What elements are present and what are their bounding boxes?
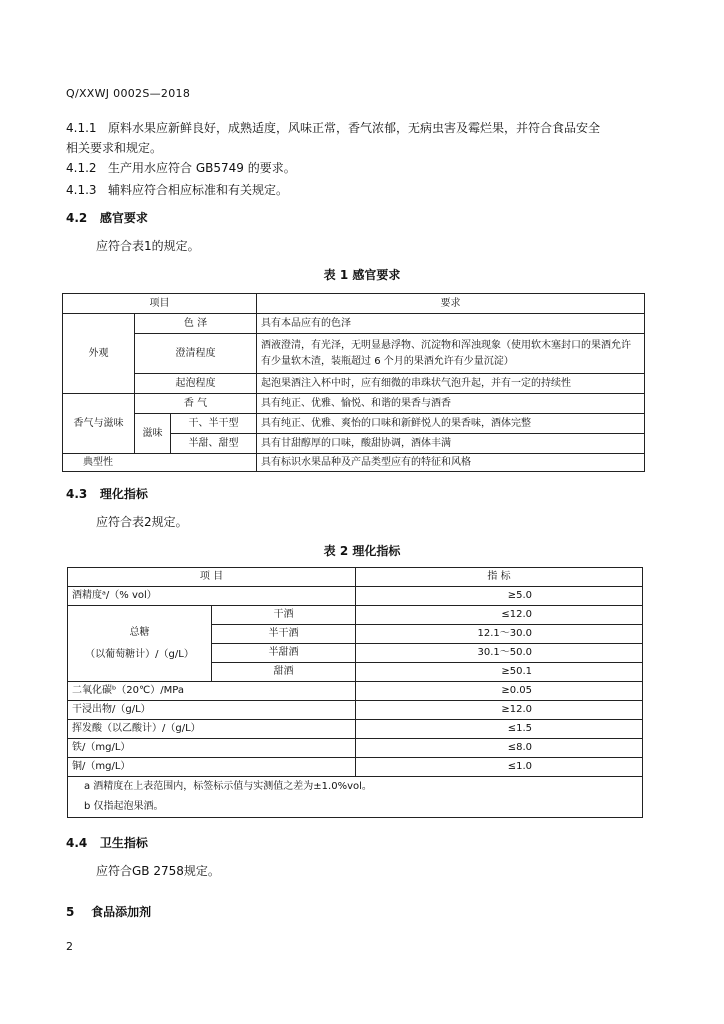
section-title: 卫生指标 (99, 836, 148, 850)
clause-number: 4.1.1 (66, 121, 97, 135)
section-4-3-text: 应符合表2规定。 (96, 515, 188, 529)
co2-label: 二氧化碳ᵇ（20℃）/MPa (68, 682, 356, 701)
dry-type-requirement: 具有纯正、优雅、爽怡的口味和新鲜悦人的果香味，酒体完整 (257, 414, 645, 434)
dry-extract-value: ≥12.0 (356, 701, 643, 720)
standard-number: Q/XXWJ 0002S—2018 (66, 87, 191, 100)
copper-value: ≤1.0 (356, 758, 643, 777)
aroma-taste-label: 香气与滋味 (63, 394, 135, 454)
sugar-value-semi-dry: 12.1～30.0 (356, 625, 643, 644)
iron-value: ≤8.0 (356, 739, 643, 758)
clause-number: 4.1.2 (66, 161, 97, 175)
section-number: 4.4 (66, 836, 88, 850)
typicity-label: 典型性 (63, 454, 257, 472)
sweet-type-requirement: 具有甘甜醇厚的口味，酸甜协调，酒体丰满 (257, 434, 645, 454)
section-4-2-text: 应符合表1的规定。 (96, 239, 200, 253)
aroma-requirement: 具有纯正、优雅、愉悦、和谐的果香与酒香 (257, 394, 645, 414)
volatile-acid-label: 挥发酸（以乙酸计）/（g/L） (68, 720, 356, 739)
section-5-heading (66, 902, 151, 922)
clause-text: 生产用水应符合 GB5749 的要求。 (108, 161, 296, 175)
table-2-header-item: 项 目 (68, 568, 356, 587)
foam-label: 起泡程度 (135, 374, 257, 394)
sugar-type-dry: 干酒 (212, 606, 356, 625)
volatile-acid-value: ≤1.5 (356, 720, 643, 739)
table-1-sensory (62, 293, 645, 472)
sugar-type-sweet: 甜酒 (212, 663, 356, 682)
table-2-physicochemical (67, 567, 643, 818)
sugar-type-semi-dry: 半干酒 (212, 625, 356, 644)
sugar-value-semi-sweet: 30.1～50.0 (356, 644, 643, 663)
section-number: 4.3 (66, 487, 88, 501)
foam-requirement: 起泡果酒注入杯中时，应有细微的串珠状气泡升起，并有一定的持续性 (257, 374, 645, 394)
taste-label: 滋味 (135, 414, 171, 454)
section-4-2-heading (66, 208, 148, 228)
iron-label: 铁/（mg/L） (68, 739, 356, 758)
clause-text: 原料水果应新鲜良好，成熟适度，风味正常，香气浓郁，无病虫害及霉烂果，并符合食品安全 (108, 121, 601, 135)
sugar-value-sweet: ≥50.1 (356, 663, 643, 682)
dry-type-label: 干、半干型 (171, 414, 257, 434)
color-requirement: 具有本品应有的色泽 (257, 314, 645, 334)
aroma-label: 香 气 (135, 394, 257, 414)
table-1-header-item: 项目 (63, 294, 257, 314)
section-number: 4.2 (66, 211, 88, 225)
note-a: a 酒精度在上表范围内，标签标示值与实测值之差为±1.0%vol。 (84, 781, 372, 792)
clause-4-1-3 (66, 180, 288, 200)
section-number: 5 (66, 905, 75, 919)
total-sugar-label (68, 606, 212, 682)
total-sugar-title: 总糖 (129, 626, 150, 638)
clause-text: 辅料应符合相应标准和有关规定。 (108, 183, 289, 197)
sugar-type-semi-sweet: 半甜酒 (212, 644, 356, 663)
clause-4-1-1 (66, 118, 600, 138)
alcohol-label: 酒精度ᵃ/（% vol） (68, 587, 356, 606)
section-4-4-heading (66, 833, 148, 853)
table-2-caption: 表 2 理化指标 (323, 544, 401, 558)
note-b: b 仅指起泡果酒。 (84, 801, 164, 812)
clause-4-1-1-cont: 相关要求和规定。 (66, 141, 163, 155)
section-4-4-text: 应符合GB 2758规定。 (96, 864, 220, 878)
table-1-header-requirement: 要求 (257, 294, 645, 314)
typicity-requirement: 具有标识水果品种及产品类型应有的特征和风格 (257, 454, 645, 472)
page-number: 2 (66, 940, 73, 953)
clarity-requirement: 酒液澄清，有光泽，无明显悬浮物、沉淀物和浑浊现象（使用软木塞封口的果酒允许有少量软木渣，装瓶超过 6 个月的果酒允许有少量沉淀） (257, 334, 645, 374)
clause-number: 4.1.3 (66, 183, 97, 197)
clarity-label: 澄清程度 (135, 334, 257, 374)
dry-extract-label: 干浸出物/（g/L） (68, 701, 356, 720)
alcohol-value: ≥5.0 (356, 587, 643, 606)
total-sugar-unit: （以葡萄糖计）/（g/L） (85, 648, 194, 660)
color-label: 色 泽 (135, 314, 257, 334)
section-title: 理化指标 (99, 487, 148, 501)
copper-label: 铜/（mg/L） (68, 758, 356, 777)
sugar-value-dry: ≤12.0 (356, 606, 643, 625)
sweet-type-label: 半甜、甜型 (171, 434, 257, 454)
table-2-header-index: 指 标 (356, 568, 643, 587)
section-title: 食品添加剂 (91, 905, 152, 919)
appearance-label: 外观 (63, 314, 135, 394)
section-4-3-heading (66, 484, 148, 504)
co2-value: ≥0.05 (356, 682, 643, 701)
table-1-caption: 表 1 感官要求 (323, 268, 401, 282)
table-2-notes (68, 777, 643, 818)
section-title: 感官要求 (99, 211, 148, 225)
clause-4-1-2 (66, 158, 296, 178)
